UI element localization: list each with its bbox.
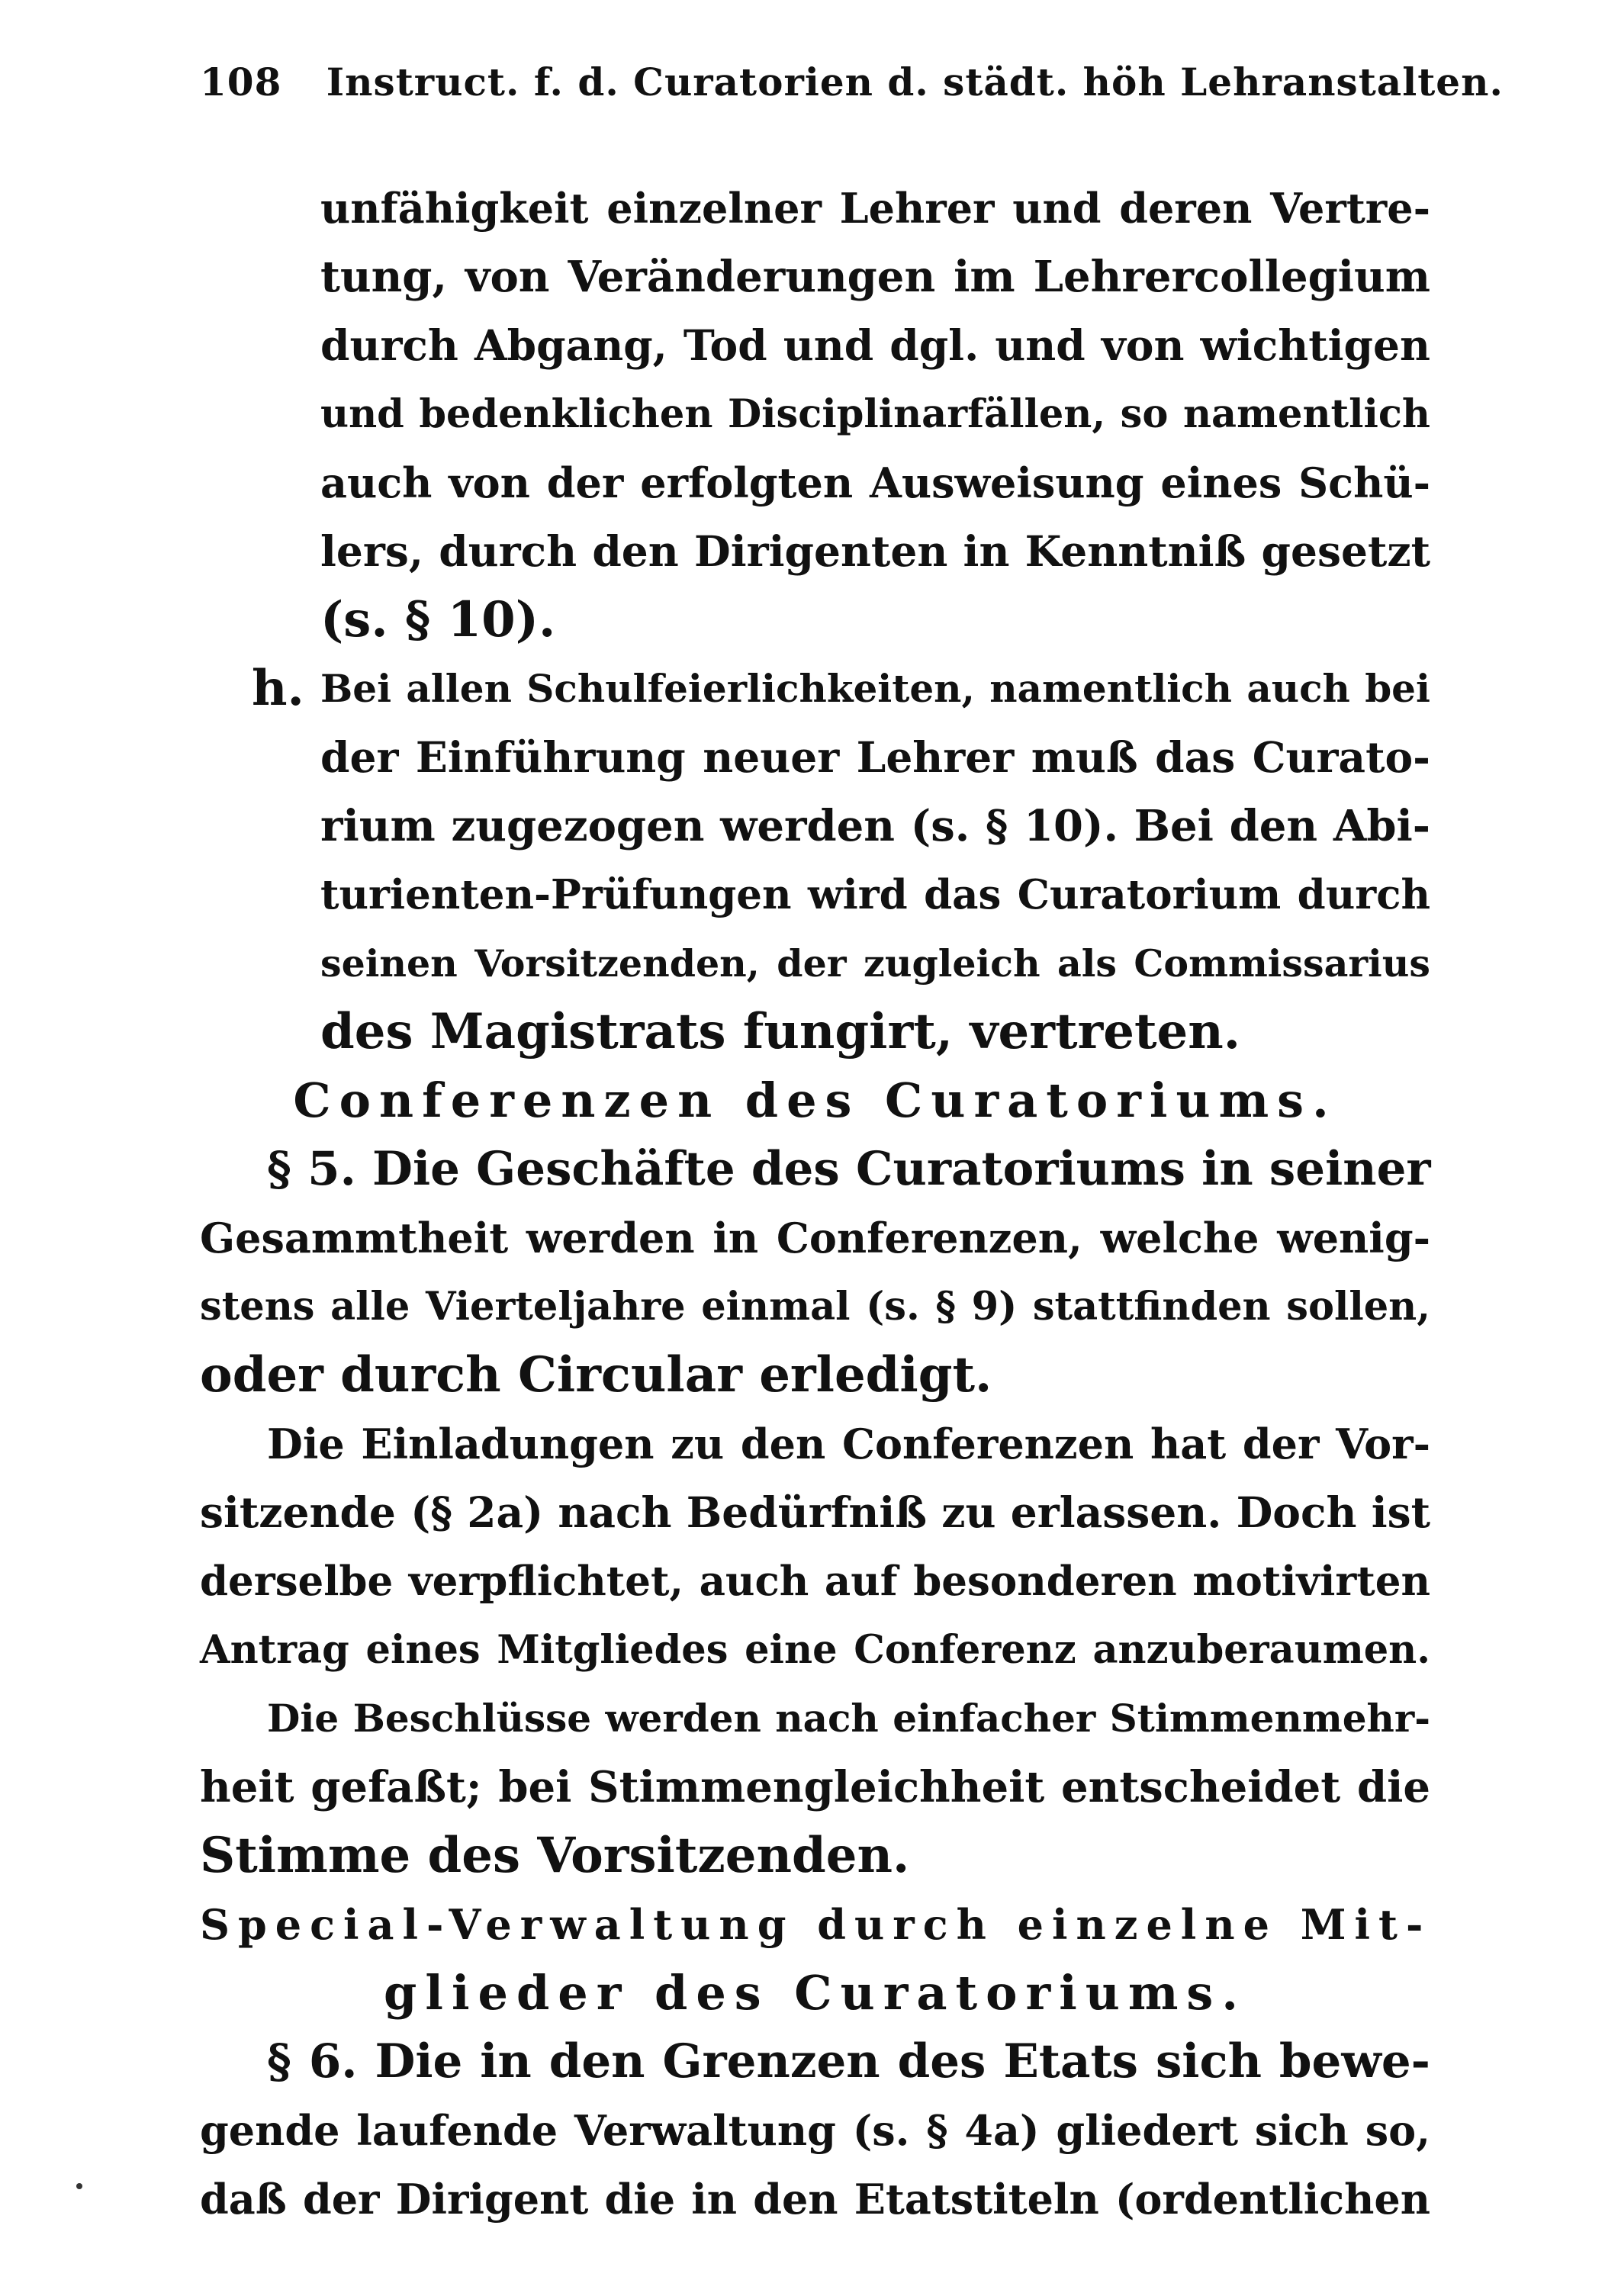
text-line: unfähigkeit einzelner Lehrer und deren Vertre-	[320, 184, 1430, 233]
text-line: (s. § 10).	[320, 591, 556, 648]
text-line: Bei allen Schulfeierlichkeiten, namentlich auch bei	[320, 666, 1430, 711]
running-header	[200, 59, 1504, 105]
text-line: Die Einladungen zu den Conferenzen hat der Vor-	[267, 1420, 1430, 1468]
text-line: auch von der erfolgten Ausweisung eines Schü-	[320, 458, 1430, 507]
text-line: daß der Dirigent die in den Etatstiteln (ordentlichen	[200, 2175, 1430, 2224]
page-number: 108	[200, 59, 282, 105]
section-heading: glieder des Curatoriums.	[384, 1965, 1246, 2021]
text-line: des Magistrats fungirt, vertreten.	[320, 1003, 1241, 1060]
text-line: durch Abgang, Tod und dgl. und von wichtigen	[320, 320, 1430, 370]
text-line: turienten-Prüfungen wird das Curatorium durch	[320, 871, 1430, 918]
section-heading: Special-Verwaltung durch einzelne Mit-	[200, 1900, 1432, 1949]
text-line: Stimme des Vorsitzenden.	[200, 1827, 910, 1884]
text-line: § 5. Die Geschäfte des Curatoriums in seiner	[267, 1142, 1431, 1196]
text-line: Gesammtheit werden in Conferenzen, welche wenig-	[200, 1214, 1430, 1262]
text-line: Antrag eines Mitgliedes eine Conferenz anzuberaumen.	[200, 1627, 1430, 1673]
text-line: rium zugezogen werden (s. § 10). Bei den Abi-	[320, 801, 1430, 851]
text-line: seinen Vorsitzenden, der zugleich als Commissarius	[320, 941, 1430, 986]
running-title: Instruct. f. d. Curatorien d. städt. höh Lehranstalten.	[326, 59, 1504, 105]
text-line: oder durch Circular erledigt.	[200, 1346, 992, 1404]
section-heading: Conferenzen des Curatoriums.	[293, 1072, 1337, 1128]
text-line: und bedenklichen Disciplinarfällen, so namentlich	[320, 391, 1430, 437]
text-line: derselbe verpflichtet, auch auf besonderen motivirten	[200, 1558, 1430, 1605]
text-line: gende laufende Verwaltung (s. § 4a) gliedert sich so,	[200, 2106, 1430, 2155]
text-line: sitzende (§ 2a) nach Bedürfniß zu erlassen. Doch ist	[200, 1487, 1430, 1537]
text-line: § 6. Die in den Grenzen des Etats sich bewe-	[267, 2034, 1430, 2089]
text-line: tung, von Veränderungen im Lehrercollegium	[320, 252, 1430, 302]
list-marker: h.	[252, 660, 304, 717]
text-line: heit gefaßt; bei Stimmengleichheit entscheidet die	[200, 1762, 1430, 1812]
text-line: stens alle Vierteljahre einmal (s. § 9) stattfinden sollen,	[200, 1284, 1430, 1330]
text-line: der Einführung neuer Lehrer muß das Curato-	[320, 732, 1430, 782]
text-line: lers, durch den Dirigenten in Kenntniß gesetzt	[320, 526, 1430, 576]
text-line: Die Beschlüsse werden nach einfacher Stimmenmehr-	[267, 1696, 1430, 1741]
ink-speck	[76, 2183, 82, 2189]
